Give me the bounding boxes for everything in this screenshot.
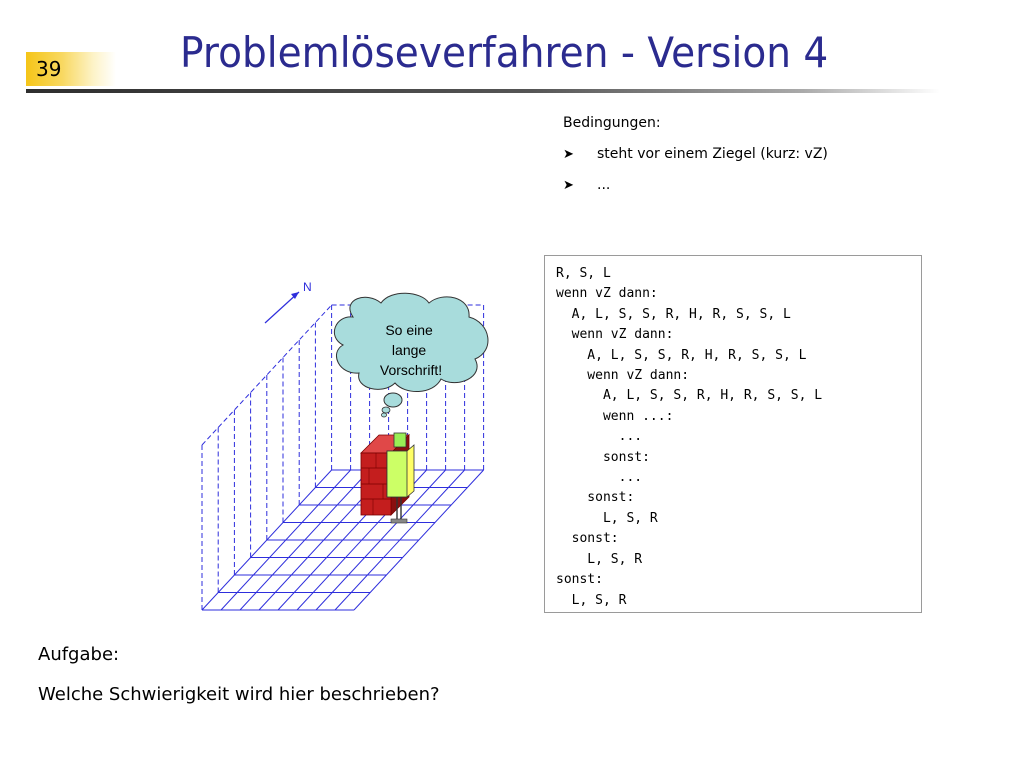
grid-floor bbox=[202, 470, 484, 610]
bubble-line-1: So eine bbox=[385, 322, 433, 338]
slide-title: Problemlöseverfahren - Version 4 bbox=[180, 28, 829, 77]
task-label: Aufgabe: bbox=[38, 644, 120, 665]
bubble-line-3: Vorschrift! bbox=[379, 362, 443, 378]
compass-label: N bbox=[303, 280, 312, 294]
robot-world-figure bbox=[195, 275, 535, 620]
conditions-heading: Bedingungen: bbox=[563, 115, 661, 131]
condition-item bbox=[563, 146, 828, 162]
condition-text: ... bbox=[597, 177, 611, 193]
arrow-bullet-icon: ➤ bbox=[563, 147, 574, 162]
slide-number: 39 bbox=[36, 57, 62, 81]
slide-number-badge bbox=[26, 52, 116, 86]
task-question: Welche Schwierigkeit wird hier beschrieben? bbox=[38, 684, 440, 705]
code-text: R, S, L wenn vZ dann: A, L, S, S, R, H, R, S, S, L wenn vZ dann: A, L, S, S, R, H, R, S, S, L wenn vZ dann: A, L, S, S, R, H, R, S, S, L wenn ...: ... sonst: ... sonst: L, S, R sonst: L, S, R sonst: L, S, R bbox=[556, 266, 823, 608]
condition-text: steht vor einem Ziegel (kurz: vZ) bbox=[597, 146, 828, 162]
north-arrow-icon bbox=[265, 292, 299, 323]
bubble-line-2: lange bbox=[391, 342, 427, 358]
code-listing bbox=[544, 255, 922, 613]
arrow-bullet-icon: ➤ bbox=[563, 178, 574, 193]
title-divider bbox=[26, 89, 940, 93]
condition-item bbox=[563, 177, 610, 193]
